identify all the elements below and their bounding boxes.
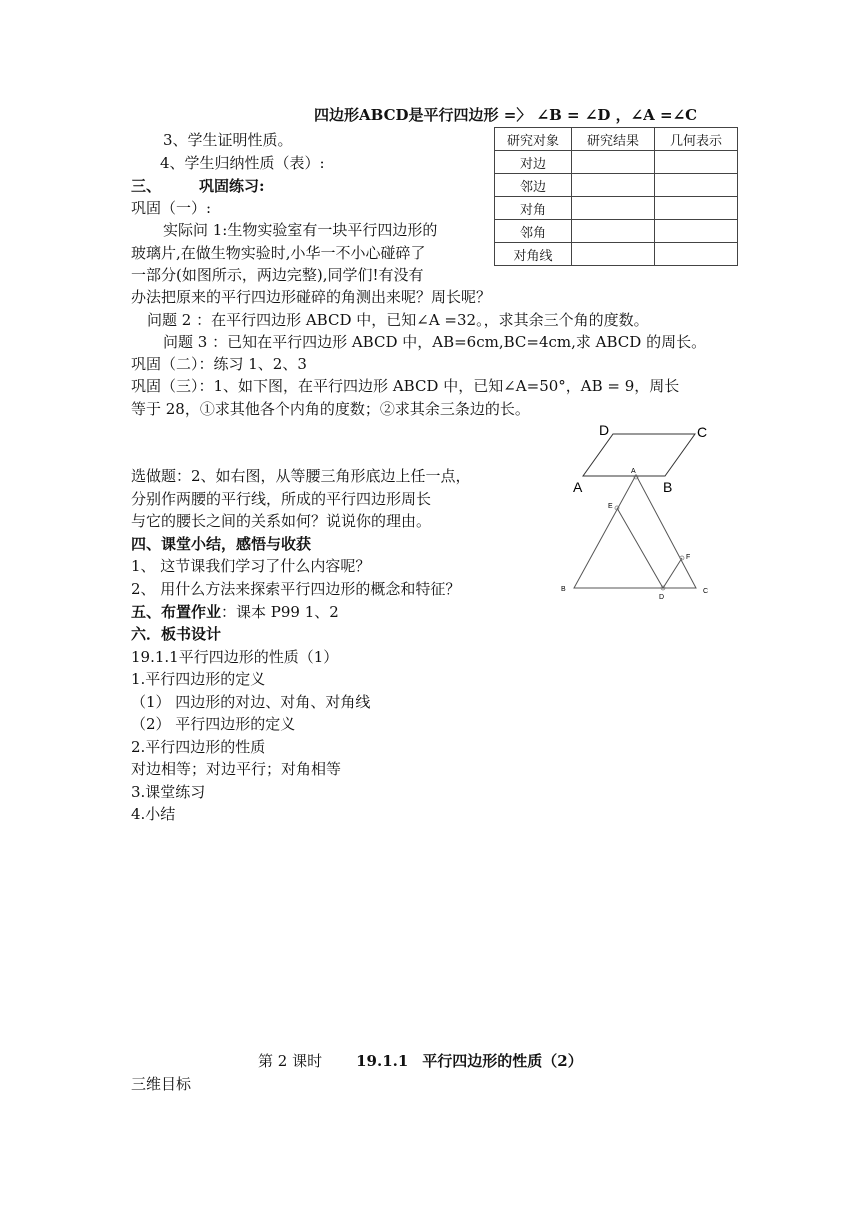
- summary-item-2: 2、 用什么方法来探索平行四边形的概念和特征？: [131, 580, 461, 598]
- triangle-figure: [555, 462, 725, 602]
- table-cell: [572, 174, 655, 197]
- section-4-heading: 四、课堂小结，感悟与收获: [131, 535, 312, 553]
- table-header-row: [495, 128, 738, 151]
- table-row: [495, 243, 738, 266]
- table-cell: [572, 151, 655, 174]
- table-cell: 邻边: [495, 174, 572, 197]
- table-header-cell: 研究结果: [572, 128, 655, 151]
- homework-line: [131, 602, 339, 622]
- question-1-line-3: 一部分(如图所示，两边完整),同学们!有没有: [131, 266, 424, 284]
- parallel-lines: [617, 508, 682, 588]
- triangle-label-f: F: [686, 554, 691, 561]
- section-3-number: 三、: [131, 177, 162, 195]
- question-3: 问题 3 ：已知在平行四边形 ABCD 中，AB=6cm,BC=4cm,求 ABCD 的周长。: [163, 333, 707, 351]
- consolidation-2: 巩固（二）：练习 1、2、3: [131, 355, 307, 373]
- board-line: 3.课堂练习: [131, 783, 206, 801]
- table-cell: [655, 174, 738, 197]
- optional-question-line-3: 与它的腰长之间的关系如何？说说你的理由。: [131, 512, 432, 530]
- consolidation-1-label: 巩固（一）:: [131, 199, 212, 217]
- question-1-line-1: 实际问 1:生物实验室有一块平行四边形的: [163, 221, 438, 239]
- lesson-2-heading: [258, 1051, 583, 1071]
- section-6-heading: 六．板书设计: [131, 625, 222, 643]
- table-cell: 对边: [495, 151, 572, 174]
- question-1-line-4: 办法把原来的平行四边形碰碎的角测出来呢？周长呢？: [131, 288, 492, 306]
- board-line: 1.平行四边形的定义: [131, 670, 266, 688]
- homework-text: ：课本 P99 1、2: [221, 603, 339, 621]
- optional-question-line-2: 分别作两腰的平行线，所成的平行四边形周长: [131, 490, 432, 508]
- question-1-line-2: 玻璃片,在做生物实验时,小华一不小心碰碎了: [131, 244, 426, 262]
- table-header-cell: 几何表示: [655, 128, 738, 151]
- table-row: [495, 174, 738, 197]
- board-line: 对边相等；对边平行；对角相等: [131, 760, 342, 778]
- lesson-2-code: 19.1.1: [356, 1052, 409, 1070]
- lesson-2-title: 平行四边形的性质（2）: [422, 1052, 583, 1070]
- triangle-label-c: C: [703, 588, 709, 595]
- triangle-label-e: E: [608, 503, 613, 510]
- table-cell: [655, 151, 738, 174]
- table-cell: [655, 197, 738, 220]
- optional-question-line-1: 选做题：2、如右图，从等腰三角形底边上任一点，: [131, 467, 471, 485]
- table-cell: 对角线: [495, 243, 572, 266]
- triangle-label-d: D: [659, 594, 665, 601]
- research-table: [494, 127, 738, 266]
- board-line: 2.平行四边形的性质: [131, 738, 266, 756]
- triangle-label-b: B: [561, 586, 566, 593]
- table-cell: [572, 243, 655, 266]
- table-header-cell: 研究对象: [495, 128, 572, 151]
- table-row: [495, 220, 738, 243]
- parallelogram-label-d: D: [599, 422, 610, 438]
- board-line: 4.小结: [131, 805, 176, 823]
- board-line: （1） 四边形的对边、对角、对角线: [131, 693, 371, 711]
- section-3-heading: [131, 176, 265, 196]
- parallelogram-label-c: C: [697, 424, 708, 440]
- board-line: （2） 平行四边形的定义: [131, 715, 296, 733]
- table-row: [495, 197, 738, 220]
- consolidation-3-line-1: 巩固（三）：1、如下图，在平行四边形 ABCD 中，已知∠A=50°，AB = 9，周长: [131, 377, 680, 395]
- triangle-label-a: A: [631, 468, 636, 475]
- property-statement: 四边形ABCD是平行四边形 =〉 ∠B = ∠D ，∠A =∠C: [314, 106, 698, 124]
- step-4: 4、学生归纳性质（表）:: [160, 154, 325, 172]
- parallelogram-label-b: B: [663, 479, 673, 495]
- consolidation-3-line-2: 等于 28，①求其他各个内角的度数；②求其余三条边的长。: [131, 400, 530, 418]
- parallelogram-label-a: A: [573, 479, 583, 495]
- table-cell: 邻角: [495, 220, 572, 243]
- table-row: [495, 151, 738, 174]
- step-3: 3、学生证明性质。: [163, 131, 293, 149]
- table-cell: 对角: [495, 197, 572, 220]
- table-cell: [572, 197, 655, 220]
- board-line: 19.1.1平行四边形的性质（1）: [131, 648, 339, 666]
- table-cell: [655, 220, 738, 243]
- goals-heading: 三维目标: [131, 1075, 192, 1093]
- table-cell: [655, 243, 738, 266]
- summary-item-1: 1、 这节课我们学习了什么内容呢？: [131, 557, 371, 575]
- section-3-title: 巩固练习:: [199, 177, 265, 195]
- table-cell: [572, 220, 655, 243]
- question-2: 问题 2 ：在平行四边形 ABCD 中，已知∠A =32。，求其余三个角的度数。: [147, 311, 649, 329]
- lesson-2-label: 第 2 课时: [258, 1052, 323, 1070]
- section-5-heading: 五、布置作业: [131, 603, 222, 621]
- isosceles-triangle: [574, 475, 696, 588]
